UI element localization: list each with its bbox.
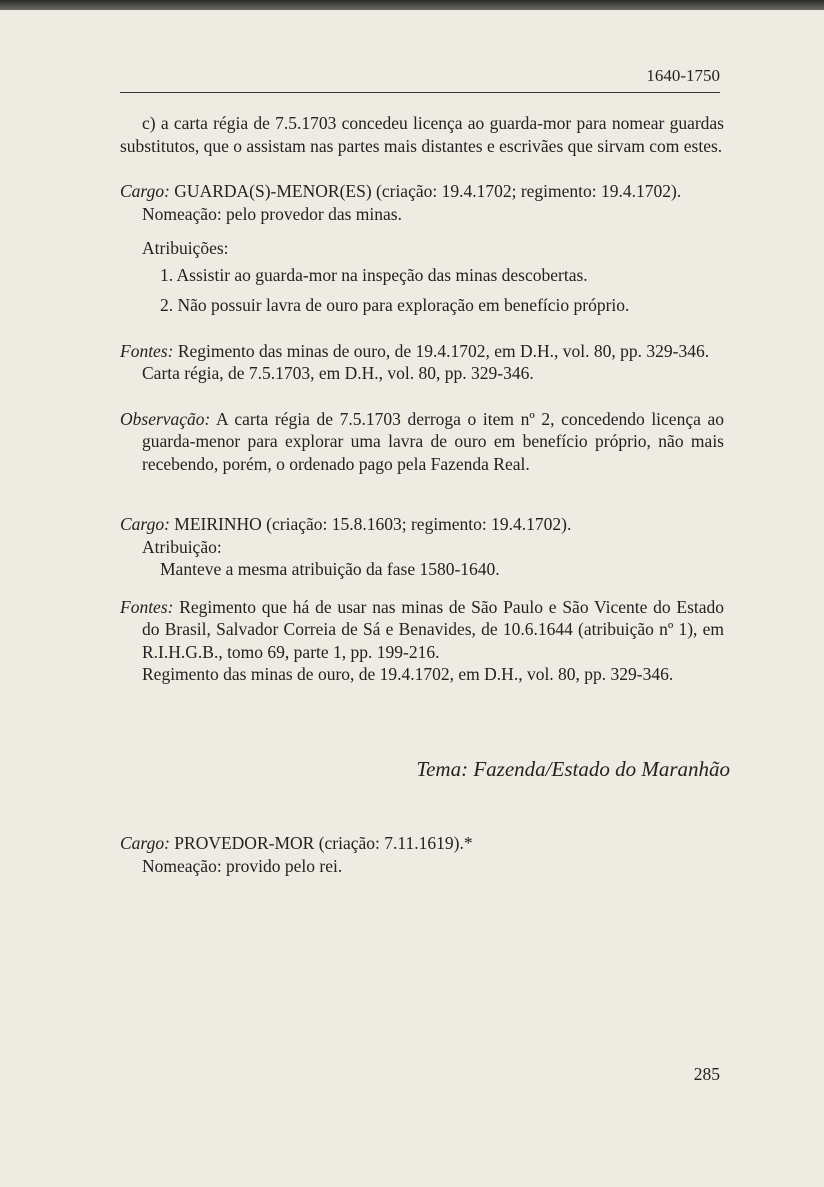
fontes-label: Fontes:	[120, 340, 174, 361]
scan-edge	[0, 0, 824, 10]
atribuicao-item: 2. Não possuir lavra de ouro para exploração em benefício próprio.	[160, 295, 630, 315]
observacao-paragraph	[120, 408, 724, 476]
atribuicao-item: 1. Assistir ao guarda-mor na inspeção das minas descobertas.	[160, 264, 588, 285]
cargo-text: MEIRINHO (criação: 15.8.1603; regimento: 19.4.1702).	[174, 514, 572, 534]
fontes-label: Fontes:	[120, 596, 174, 617]
fonte-entry: Carta régia, de 7.5.1703, em D.H., vol. 80, pp. 329-346.	[142, 363, 534, 383]
atribuicao-label: Atribuição:	[142, 536, 222, 557]
observacao-label: Observação:	[120, 408, 211, 429]
fontes-guarda	[120, 340, 724, 363]
fonte-entry: Regimento das minas de ouro, de 19.4.1702, em D.H., vol. 80, pp. 329-346.	[177, 340, 710, 361]
fonte-entry: Regimento que há de usar nas minas de São Paulo e São Vicente do Estado do Brasil, Salvador Correia de Sá e Benavides, de 10.6.1644 (atribuição nº 1), em R.I.H.G.B., tomo 69, parte 1, pp. 199-216.	[142, 596, 725, 662]
cargo-text: PROVEDOR-MOR (criação: 7.11.1619).*	[174, 833, 473, 853]
cargo-label: Cargo:	[120, 833, 170, 853]
page-body	[120, 112, 730, 877]
nomeacao-provedor: Nomeação: provido pelo rei.	[142, 855, 343, 876]
nomeacao-guarda: Nomeação: pelo provedor das minas.	[142, 203, 402, 224]
atribuicao-text: Manteve a mesma atribuição da fase 1580-1640.	[160, 559, 500, 579]
cargo-provedor-mor	[120, 832, 724, 855]
cargo-label: Cargo:	[120, 514, 170, 534]
fontes-meirinho	[120, 596, 724, 664]
cargo-text: GUARDA(S)-MENOR(ES) (criação: 19.4.1702; regimento: 19.4.1702).	[174, 181, 682, 201]
page-number: 285	[693, 1064, 720, 1084]
cargo-guarda-menor	[120, 180, 724, 203]
observacao-text: A carta régia de 7.5.1703 derroga o item nº 2, concedendo licença ao guarda-menor para explorar uma lavra de ouro em benefício próprio, não mais recebendo, porém, o ordenado pago pela Fazenda Real.	[142, 408, 724, 474]
theme-heading: Tema: Fazenda/Estado do Maranhão	[416, 756, 730, 781]
fonte-entry: Regimento das minas de ouro, de 19.4.1702, em D.H., vol. 80, pp. 329-346.	[142, 664, 674, 684]
atribuicoes-label: Atribuições:	[142, 238, 229, 258]
header-rule	[120, 92, 720, 93]
running-head: 1640-1750	[646, 66, 720, 85]
cargo-label: Cargo:	[120, 181, 170, 201]
item-c-paragraph: c) a carta régia de 7.5.1703 concedeu licença ao guarda-mor para nomear guardas substitutos, que o assistam nas partes mais distantes e escrivães que sirvam com estes.	[120, 113, 724, 156]
cargo-meirinho	[120, 513, 724, 536]
